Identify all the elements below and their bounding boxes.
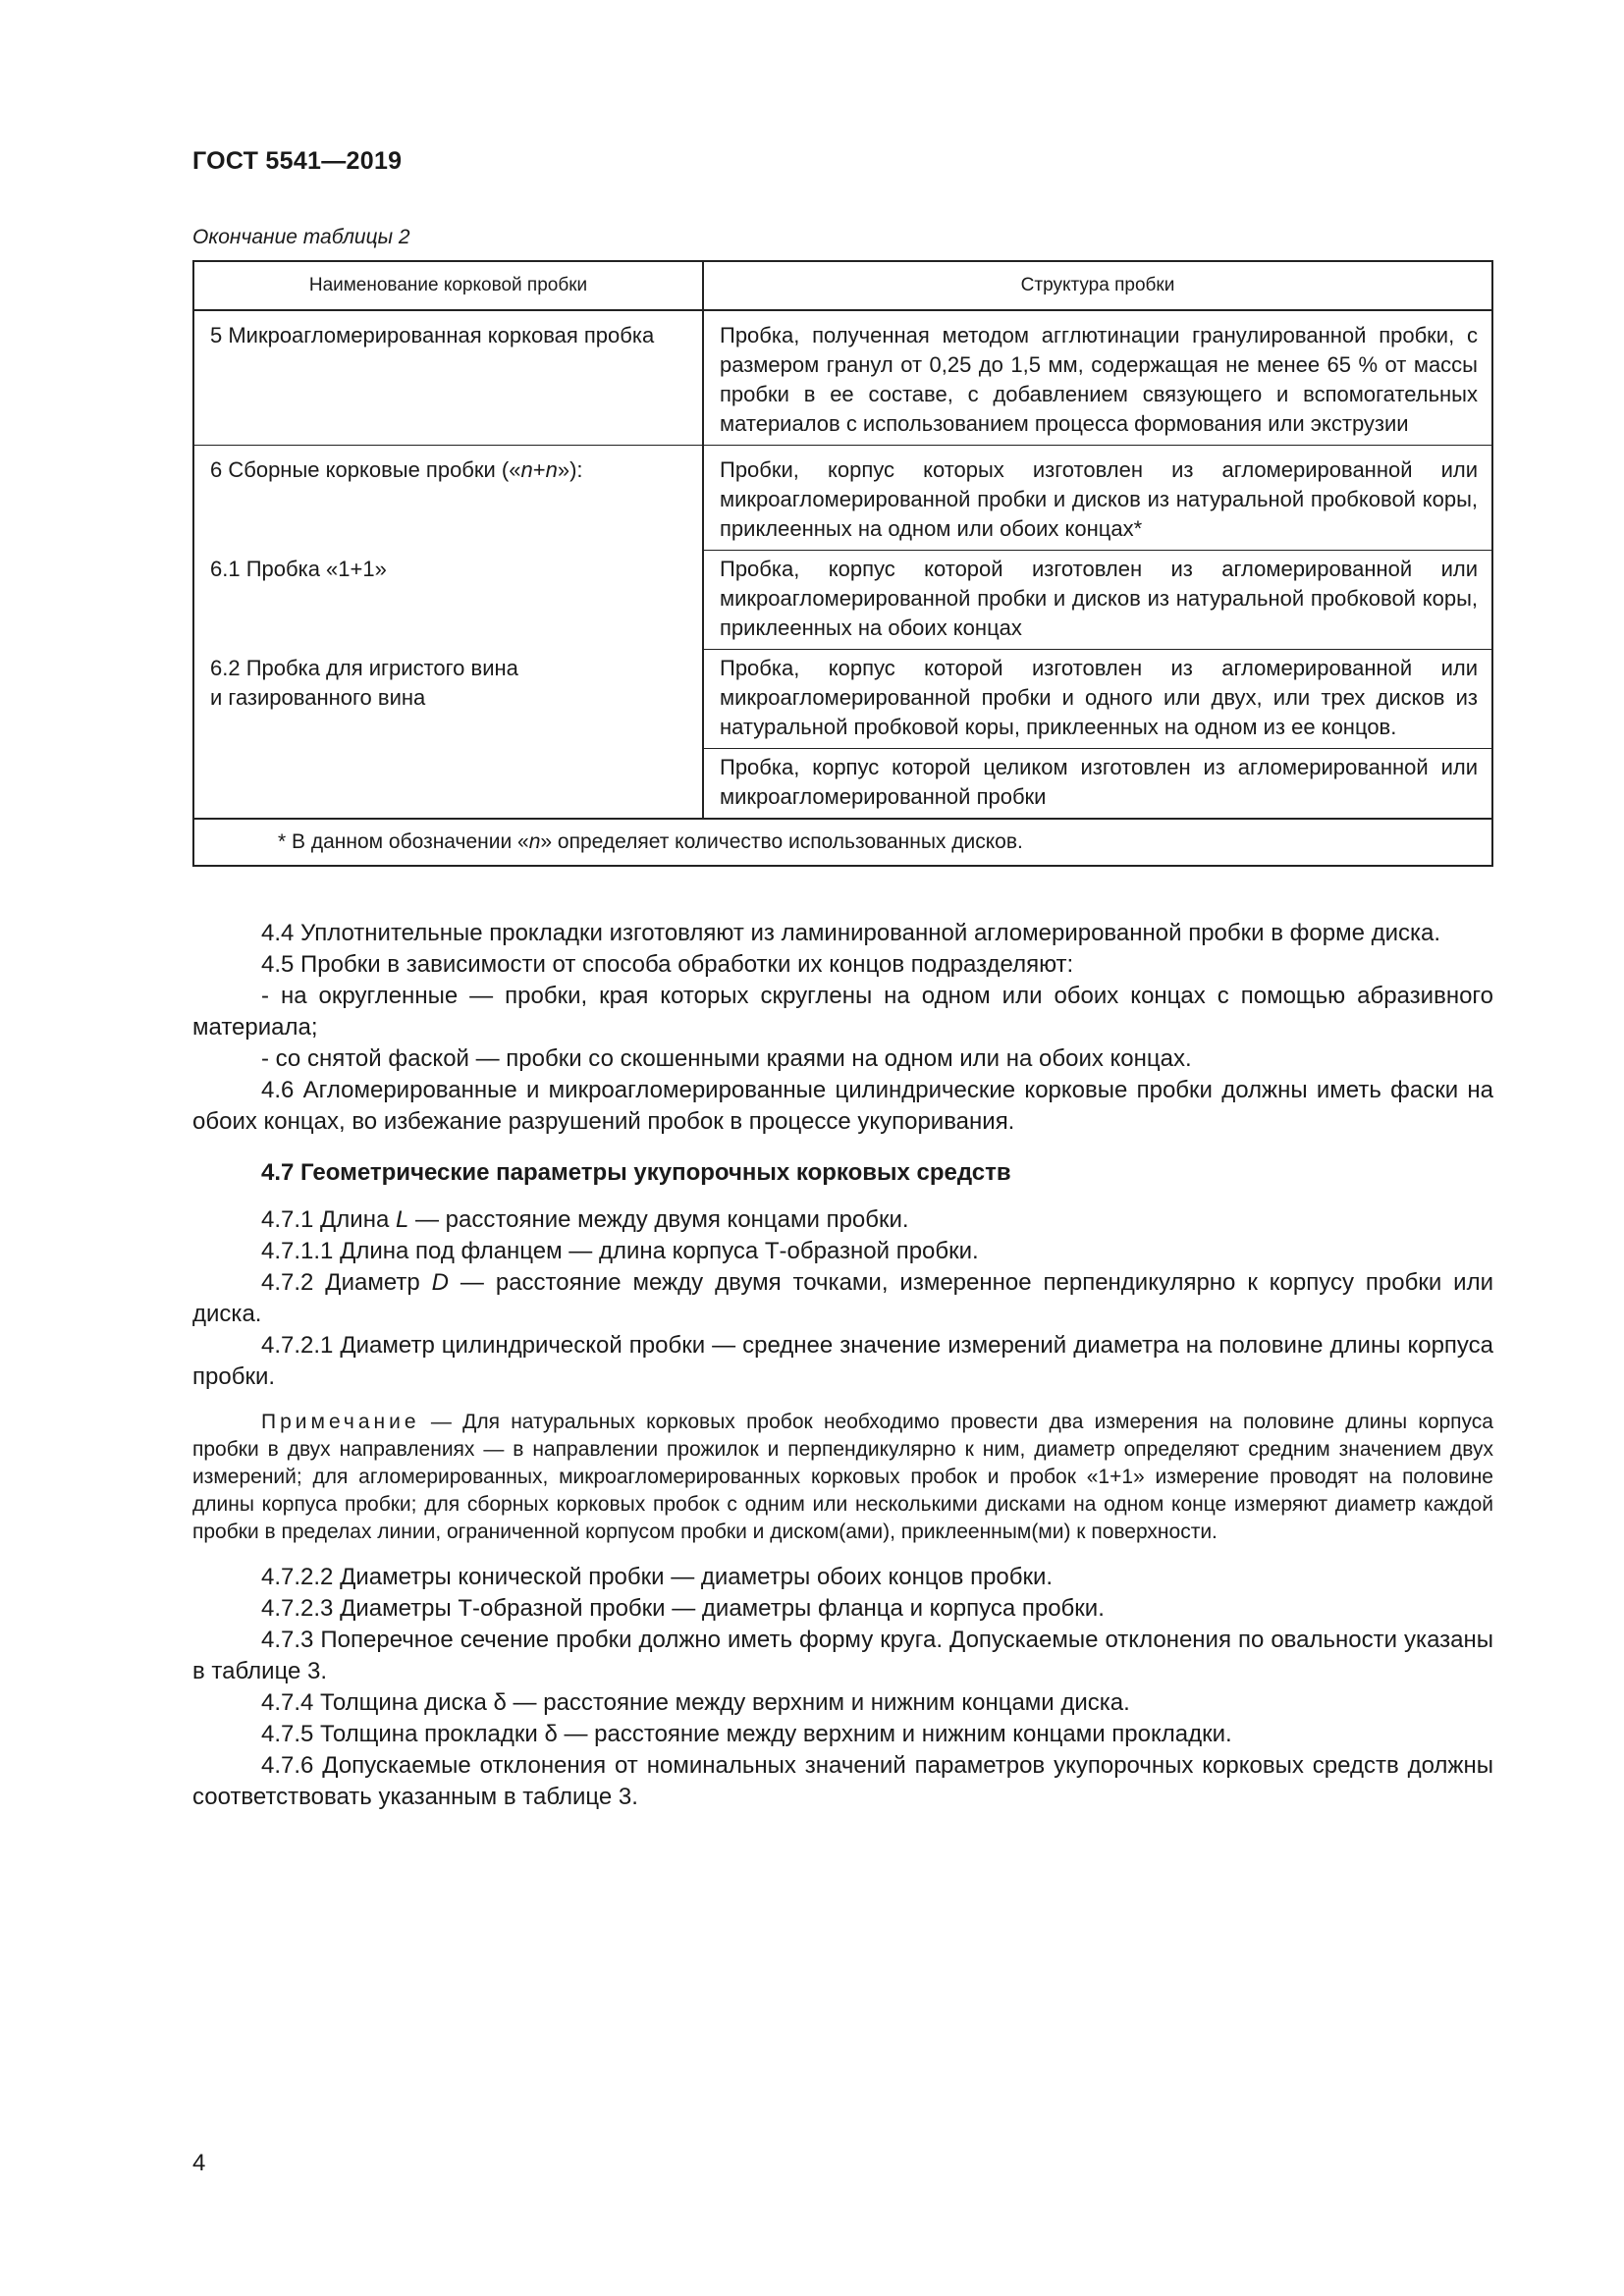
cell-text: 6 Сборные корковые пробки (« (210, 457, 521, 482)
footnote-text: » определяет количество использованных дисков. (540, 830, 1023, 853)
document-code: ГОСТ 5541—2019 (192, 147, 403, 175)
cell-name (193, 650, 703, 820)
section-heading-4-7: 4.7 Геометрические параметры укупорочных корковых средств (261, 1159, 1011, 1186)
table-row (193, 551, 1492, 650)
paragraph-4-4: 4.4 Уплотнительные прокладки изготовляют из ламинированной агломерированной пробки в форме диска. (261, 920, 1441, 946)
list-item: - со снятой фаской — пробки со скошенными краями на одном или на обоих концах. (261, 1045, 1192, 1072)
var-l: L (395, 1206, 409, 1233)
note-text: — Для натуральных корковых пробок необходимо провести два измерения на половине длины корпуса пробки в двух направлениях — в направлении прожилок и перпендикулярно к ним, диаметр определяют средним значением двух измерений; для агломерированных, микроагломерированных корковых пробок и пробок «1+1» измерение проводят на половине длины корпуса пробки; для сборных корковых пробок с одним или несколькими дисками на одном конце измеряют диаметр каждой пробки в пределах линии, ограниченной корпусом пробки и диском(ами), приклеенным(ми) к поверхности. (192, 1411, 1493, 1543)
cell-structure: Пробки, корпус которых изготовлен из агломерированной или микроагломерированной пробки и дисков из натуральной пробковой коры, приклеенных на одном или обоих концах* (703, 446, 1492, 551)
note-label: Примечание (261, 1411, 420, 1433)
text: 4.7.2 Диаметр (261, 1269, 432, 1296)
header-cork-structure: Структура пробки (703, 261, 1492, 310)
table-row (193, 650, 1492, 749)
paragraph-4-7-1 (192, 1204, 1493, 1236)
cell-structure: Пробка, полученная методом агглютинации гранулированной пробки, с размером гранул от 0,25 до 1,5 мм, содержащая не менее 65 % от массы пробки в ее составе, с добавлением связующего и вспомогательных материалов с использованием процесса формования или экструзии (703, 310, 1492, 446)
text: 4.7.1 Длина (261, 1206, 396, 1233)
var-n: n (520, 457, 533, 482)
paragraph-4-7-2-1: 4.7.2.1 Диаметр цилиндрической пробки — среднее значение измерений диаметра на половине длины корпуса пробки. (192, 1332, 1493, 1390)
cork-types-table (192, 260, 1493, 867)
cell-name: 5 Микроагломерированная корковая пробка (193, 310, 703, 446)
var-d: D (431, 1269, 449, 1296)
paragraph-4-5: 4.5 Пробки в зависимости от способа обработки их концов подразделяют: (261, 951, 1074, 978)
paragraph-4-7-6: 4.7.6 Допускаемые отклонения от номинальных значений параметров укупорочных корковых средств должны соответствовать указанным в таблице 3. (192, 1752, 1493, 1810)
cell-structure: Пробка, корпус которой целиком изготовлен из агломерированной или микроагломерированной пробки (703, 749, 1492, 820)
text: — расстояние между двумя концами пробки. (408, 1206, 909, 1233)
paragraph-4-7-5: 4.7.5 Толщина прокладки δ — расстояние между верхним и нижним концами прокладки. (261, 1721, 1232, 1747)
cell-text: »): (557, 457, 583, 482)
paragraph-4-7-1-1: 4.7.1.1 Длина под фланцем — длина корпуса Т-образной пробки. (261, 1238, 979, 1264)
page-number: 4 (192, 2150, 206, 2176)
cell-text: 6.2 Пробка для игристого вина (210, 655, 518, 680)
table-footnote (193, 819, 1492, 866)
cell-structure: Пробка, корпус которой изготовлен из агломерированной или микроагломерированной пробки и дисков из натуральной пробковой коры, приклеенных на обоих концах (703, 551, 1492, 650)
paragraph-4-6: 4.6 Агломерированные и микроагломерированные цилиндрические корковые пробки должны иметь фаски на обоих концах, во избежание разрушений пробок в процессе укупоривания. (192, 1077, 1493, 1135)
text: — расстояние между двумя точками, измеренное перпендикулярно к корпусу пробки или диска. (192, 1269, 1493, 1327)
paragraph-4-7-3: 4.7.3 Поперечное сечение пробки должно иметь форму круга. Допускаемые отклонения по овальности указаны в таблице 3. (192, 1627, 1493, 1684)
header-cork-name: Наименование корковой пробки (193, 261, 703, 310)
note-block (192, 1409, 1493, 1546)
table-row (193, 446, 1492, 551)
footnote-text: * В данном обозначении « (278, 830, 529, 853)
cell-name (193, 446, 703, 551)
var-n: n (545, 457, 558, 482)
table-header-row (193, 261, 1492, 310)
cell-text: + (532, 457, 546, 482)
table-caption: Окончание таблицы 2 (192, 226, 410, 248)
cell-name: 6.1 Пробка «1+1» (193, 551, 703, 650)
var-n: n (528, 830, 541, 853)
list-item: - на округленные — пробки, края которых скруглены на одном или обоих концах с помощью абразивного материала; (192, 983, 1493, 1041)
cell-text: и газированного вина (210, 684, 426, 710)
paragraph-4-7-4: 4.7.4 Толщина диска δ — расстояние между верхним и нижним концами диска. (261, 1689, 1130, 1716)
table-footnote-row (193, 819, 1492, 866)
paragraph-4-7-2-3: 4.7.2.3 Диаметры Т-образной пробки — диаметры фланца и корпуса пробки. (261, 1595, 1105, 1622)
table-row (193, 310, 1492, 446)
document-body (192, 918, 1493, 1813)
paragraph-4-7-2-2: 4.7.2.2 Диаметры конической пробки — диаметры обоих концов пробки. (261, 1564, 1054, 1590)
cell-structure: Пробка, корпус которой изготовлен из агломерированной или микроагломерированной пробки и одного или двух, или трех дисков из натуральной пробковой коры, приклеенных на одном из ее концов. (703, 650, 1492, 749)
paragraph-4-7-2 (192, 1267, 1493, 1330)
